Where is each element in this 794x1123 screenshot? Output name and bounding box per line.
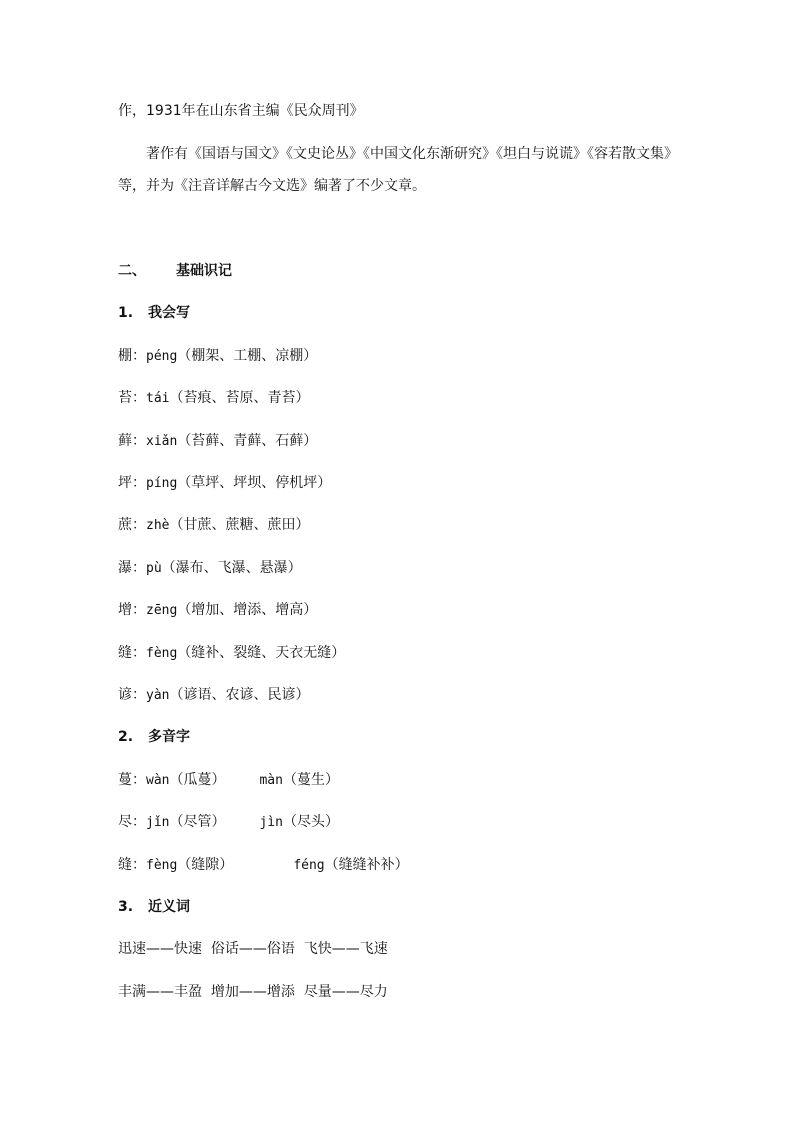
subsection-2-number: 2. — [118, 729, 134, 745]
write-item-pinyin: zhè — [146, 518, 170, 533]
subsection-3-number: 3. — [118, 899, 134, 915]
polyphone-word-2: （蔓生） — [282, 772, 339, 788]
intro-line-3: 等，并为《注音详解古今文选》编著了不少文章。 — [118, 178, 426, 194]
polyphone-word-2: （缝缝补补） — [324, 857, 409, 873]
write-item-pinyin: fèng — [146, 646, 178, 661]
write-item-words: （增加、增添、增高） — [177, 602, 318, 618]
write-item-words: （缝补、裂缝、天衣无缝） — [177, 645, 346, 661]
write-item-words: （瀑布、飞瀑、悬瀑） — [161, 560, 302, 576]
subsection-2-title: 多音字 — [148, 729, 190, 745]
write-item — [118, 558, 302, 579]
write-item-pinyin: zēng — [146, 603, 178, 618]
write-item-words: （谚语、农谚、民谚） — [169, 687, 310, 703]
subsection-1-number: 1. — [118, 305, 134, 321]
polyphone-word-1: （瓜蔓） — [169, 772, 226, 788]
write-item-pinyin: pù — [146, 561, 162, 576]
write-item-char: 谚： — [118, 687, 146, 703]
synonyms-line-2: 丰满——丰盈 增加——增添 尽量——尽力 — [118, 984, 388, 1000]
polyphone-word-2: （尽头） — [282, 814, 339, 830]
section-heading — [118, 261, 232, 281]
write-item — [118, 643, 345, 664]
write-item-pinyin: píng — [146, 476, 178, 491]
polyphone-pinyin-1: wàn — [146, 773, 170, 788]
write-item-pinyin: xiǎn — [146, 434, 178, 449]
polyphone-pinyin-1: jǐn — [146, 815, 170, 830]
write-item-pinyin: péng — [146, 349, 178, 364]
write-item-words: （苔痕、苔原、青苔） — [169, 390, 310, 406]
subsection-1-heading — [118, 303, 190, 323]
polyphone-char: 缝： — [118, 857, 146, 873]
write-item — [118, 346, 317, 367]
section-number: 二、 — [118, 263, 146, 279]
write-item-char: 藓： — [118, 433, 146, 449]
polyphone-pinyin-2: féng — [293, 858, 325, 873]
write-item — [118, 515, 309, 536]
write-item-char: 缝： — [118, 645, 146, 661]
write-item-char: 坪： — [118, 475, 146, 491]
write-item-pinyin: yàn — [146, 688, 170, 703]
section-title: 基础识记 — [176, 263, 232, 279]
polyphone-pinyin-1: fèng — [146, 858, 178, 873]
polyphone-char: 蔓： — [118, 772, 146, 788]
synonyms-line-1: 迅速——快速 俗话——俗语 飞快——飞速 — [118, 941, 388, 957]
write-item — [118, 600, 317, 621]
intro-line-2: 著作有《国语与国文》《文史论丛》《中国文化东渐研究》《坦白与说谎》《容若散文集》 — [146, 146, 678, 162]
polyphone-item — [118, 770, 339, 791]
polyphone-item — [118, 855, 409, 876]
write-item-words: （棚架、工棚、凉棚） — [177, 348, 318, 364]
write-item — [118, 388, 309, 409]
polyphone-pinyin-2: màn — [259, 773, 283, 788]
subsection-1-title: 我会写 — [148, 305, 190, 321]
subsection-2-heading — [118, 727, 190, 747]
write-item-char: 瀑： — [118, 560, 146, 576]
write-item-words: （草坪、坪坝、停机坪） — [177, 475, 332, 491]
write-item-words: （甘蔗、蔗糖、蔗田） — [169, 517, 310, 533]
write-item — [118, 473, 331, 494]
write-item-char: 苔： — [118, 390, 146, 406]
write-item — [118, 431, 317, 452]
write-item-pinyin: tái — [146, 391, 170, 406]
write-item-char: 蔗： — [118, 517, 146, 533]
write-item-words: （苔藓、青藓、石藓） — [177, 433, 318, 449]
polyphone-char: 尽： — [118, 814, 146, 830]
subsection-3-heading — [118, 897, 190, 917]
polyphone-word-1: （尽管） — [169, 814, 226, 830]
write-item — [118, 685, 309, 706]
write-item-char: 增： — [118, 602, 146, 618]
intro-line-1: 作，1931年在山东省主编《民众周刊》 — [118, 103, 364, 119]
write-item-char: 棚： — [118, 348, 146, 364]
polyphone-pinyin-2: jìn — [259, 815, 283, 830]
polyphone-item — [118, 812, 339, 833]
subsection-3-title: 近义词 — [148, 899, 190, 915]
polyphone-word-1: （缝隙） — [177, 857, 234, 873]
